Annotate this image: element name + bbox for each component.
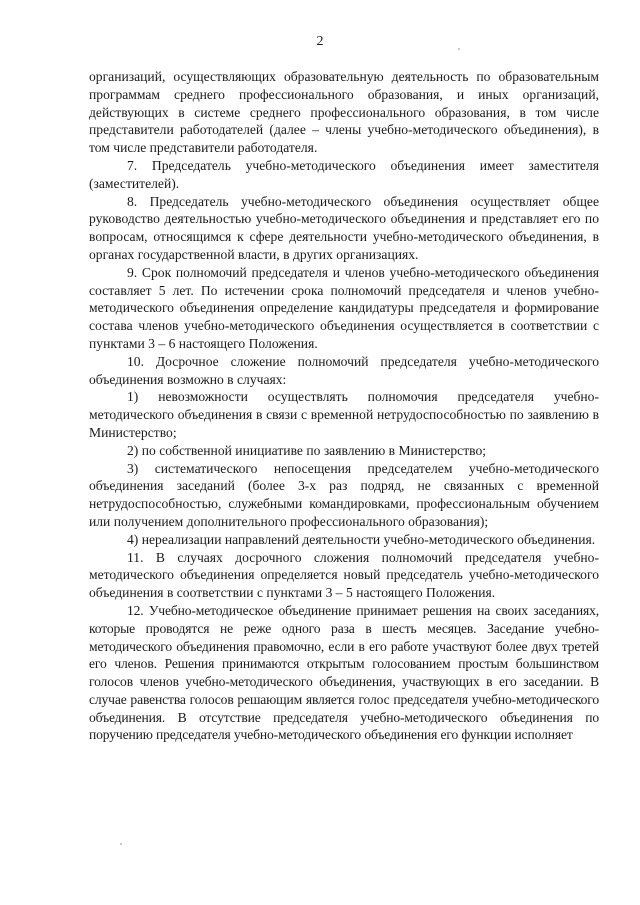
paragraph-subitem-4: 4) нереализации направлений деятельности учебно-методического объединения. bbox=[127, 531, 596, 547]
document-body bbox=[89, 68, 599, 744]
page-number: 2 bbox=[316, 34, 324, 49]
scan-speck bbox=[458, 48, 460, 50]
paragraph-item-7: 7. Председатель учебно-методического объединения имеет заместителя (заместителей). bbox=[89, 157, 599, 191]
paragraph-continuation: организаций, осуществляющих образовательную деятельность по образовательным программам среднего профессионального образования, и иных организаций, действующих в системе среднего профессионального образования, в том числе представители работодателей (далее – члены учебно-методического объединения), в том числе представители работодателя. bbox=[89, 69, 599, 156]
paragraph-subitem-3: 3) систематического непосещения председателем учебно-методического объединения заседаний (более 3-х раз подряд, не связанных с временной нетрудоспособностью, служебными командировками, профессиональным обучением или получением дополнительного профессионального образования); bbox=[89, 460, 599, 529]
paragraph-item-8: 8. Председатель учебно-методического объединения осуществляет общее руководство деятельностью учебно-методического объединения и представляет его по вопросам, относящимся к сфере деятельности учебно-методического объединения, в органах государственной власти, в других организациях. bbox=[89, 193, 599, 262]
paragraph-subitem-2: 2) по собственной инициативе по заявлению в Министерство; bbox=[127, 442, 487, 458]
paragraph-item-9: 9. Срок полномочий председателя и членов учебно-методического объединения составляет 5 лет. По истечении срока полномочий председателя и членов учебно-методического объединения определение кандидатуры председателя и формирование состава членов учебно-методического объединения осуществляется в соответствии с пунктами 3 – 6 настоящего Положения. bbox=[89, 264, 599, 351]
paragraph-subitem-1: 1) невозможности осуществлять полномочия председателя учебно-методического объединения в связи с временной нетрудоспособностью по заявлению в Министерство; bbox=[89, 389, 599, 440]
paragraph-item-12: 12. Учебно-методическое объединение принимает решения на своих заседаниях, которые проводятся не реже одного раза в шесть месяцев. Заседание учебно-методического объединения правомочно, если в его работе участвуют более двух третей его членов. Решения принимаются открытым голосованием простым большинством голосов членов учебно-методического объединения, участвующих в его заседании. В случае равенства голосов решающим является голос председателя учебно-методического объединения. В отсутствие председателя учебно-методического объединения по поручению председателя учебно-методического объединения его функции исполняет bbox=[89, 602, 599, 743]
scan-speck bbox=[120, 843, 122, 845]
paragraph-item-10: 10. Досрочное сложение полномочий председателя учебно-методического объединения возможно в случаях: bbox=[89, 353, 599, 387]
paragraph-item-11: 11. В случаях досрочного сложения полномочий председателя учебно-методического объединения определяется новый председатель учебно-методического объединения в соответствии с пунктами 3 – 5 настоящего Положения. bbox=[89, 549, 599, 601]
